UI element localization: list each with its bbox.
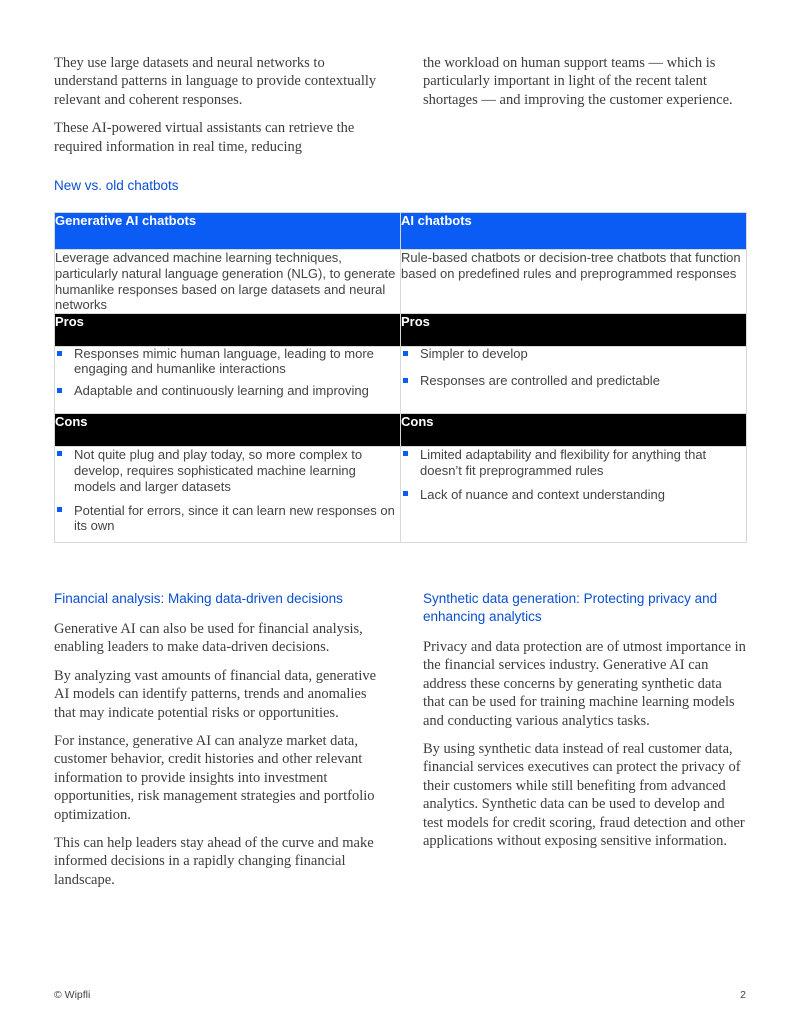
pros-list xyxy=(55,347,400,399)
cons-ai-chatbots xyxy=(401,447,747,543)
cons-list xyxy=(55,447,400,534)
body-paragraph: They use large datasets and neural networks to understand patterns in language to provide contextually relevant and coherent responses. xyxy=(54,55,377,108)
cons-label-ai-chatbots: Cons xyxy=(401,414,747,447)
body-paragraph: By using synthetic data instead of real customer data, financial services executives can protect the privacy of their customers while still benefiting from advanced analytics. Synthetic data can be used to develop and test models for credit scoring, fraud detection and other applications without exposing sensitive information. xyxy=(423,741,745,850)
list-item xyxy=(401,487,746,503)
list-item xyxy=(401,374,746,389)
bullet-square-icon xyxy=(57,451,62,456)
bullet-square-icon xyxy=(403,451,408,456)
list-item-text: Limited adaptability and flexibility for anything that doesn’t fit preprogrammed rules xyxy=(420,447,707,478)
intro-right-column xyxy=(423,54,745,119)
pros-ai-chatbots xyxy=(401,347,747,414)
description-ai-chatbots: Rule-based chatbots or decision-tree chatbots that function based on predefined rules and preprogrammed responses xyxy=(401,250,747,314)
table-header-row xyxy=(55,213,747,250)
body-paragraph: These AI-powered virtual assistants can retrieve the required information in real time, reducing xyxy=(54,120,355,155)
intro-left-column xyxy=(54,54,382,166)
list-item-text: Lack of nuance and context understanding xyxy=(420,486,666,502)
list-item xyxy=(401,447,746,479)
financial-analysis-column xyxy=(54,620,380,899)
body-paragraph: This can help leaders stay ahead of the curve and make informed decisions in a rapidly changing financial landscape. xyxy=(54,835,374,888)
list-item xyxy=(401,347,746,362)
list-item xyxy=(55,503,400,535)
cons-header-row xyxy=(55,414,747,447)
cons-row xyxy=(55,447,747,543)
list-item xyxy=(55,347,400,376)
pros-label-ai-chatbots: Pros xyxy=(401,314,747,347)
synthetic-data-column xyxy=(423,638,747,860)
body-paragraph: Privacy and data protection are of utmost importance in the financial services industry. Generative AI can address these concerns by generating synthetic data that can be used for training machine learning models and conducting various analytics tasks. xyxy=(423,639,746,729)
list-item-text: Adaptable and continuously learning and improving xyxy=(74,383,369,399)
list-item-text: Not quite plug and play today, so more complex to develop, requires sophisticated machine learning models and larger datasets xyxy=(74,447,363,494)
body-paragraph: For instance, generative AI can analyze market data, customer behavior, credit histories and other relevant information to provide insights into investment opportunities, risk management strategies and portfolio optimization. xyxy=(54,733,375,823)
bullet-square-icon xyxy=(57,507,62,512)
list-item-text: Responses mimic human language, leading to more engaging and humanlike interactions xyxy=(74,346,374,376)
bullet-square-icon xyxy=(403,491,408,496)
body-paragraph: the workload on human support teams — which is particularly important in light of the recent talent shortages — and improving the customer experience. xyxy=(423,55,733,108)
list-item-text: Simpler to develop xyxy=(420,346,528,362)
bullet-square-icon xyxy=(403,351,408,356)
description-generative-ai: Leverage advanced machine learning techniques, particularly natural language generation (NLG), to generate humanlike responses based on large datasets and neural networks xyxy=(55,250,401,314)
financial-analysis-heading: Financial analysis: Making data-driven decisions xyxy=(54,591,343,606)
cons-list xyxy=(401,447,746,502)
chatbots-section-heading: New vs. old chatbots xyxy=(54,178,179,193)
column-header-generative-ai: Generative AI chatbots xyxy=(55,213,401,250)
pros-list xyxy=(401,347,746,388)
pros-label-generative-ai: Pros xyxy=(55,314,401,347)
synthetic-data-heading: Synthetic data generation: Protecting privacy and enhancing analytics xyxy=(423,591,718,624)
bullet-square-icon xyxy=(57,351,62,356)
pros-row xyxy=(55,347,747,414)
description-row xyxy=(55,250,747,314)
list-item-text: Potential for errors, since it can learn new responses on its own xyxy=(74,502,395,534)
list-item xyxy=(55,447,400,494)
page-number: 2 xyxy=(740,989,746,1001)
list-item-text: Responses are controlled and predictable xyxy=(420,372,660,388)
column-header-ai-chatbots: AI chatbots xyxy=(401,213,747,250)
bullet-square-icon xyxy=(57,388,62,393)
pros-header-row xyxy=(55,314,747,347)
footer-copyright: © Wipfli xyxy=(54,989,91,1001)
chatbot-comparison-table xyxy=(54,212,747,543)
bullet-square-icon xyxy=(403,378,408,383)
body-paragraph: By analyzing vast amounts of financial data, generative AI models can identify patterns, trends and anomalies that may indicate potential risks or opportunities. xyxy=(54,667,377,721)
body-paragraph: Generative AI can also be used for financial analysis, enabling leaders to make data-driven decisions. xyxy=(54,621,363,656)
list-item xyxy=(55,384,400,399)
pros-generative-ai xyxy=(55,347,401,414)
cons-generative-ai xyxy=(55,447,401,543)
cons-label-generative-ai: Cons xyxy=(55,414,401,447)
